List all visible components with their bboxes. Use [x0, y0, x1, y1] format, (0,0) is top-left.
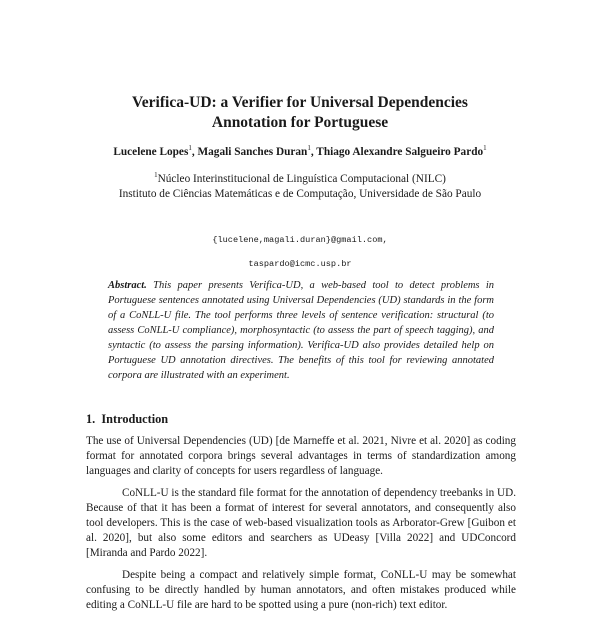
body-paragraph: CoNLL-U is the standard file format for the annotation of dependency treebanks in UD. Because of that it has been a format of interest for several annotators, and consequently also tool developers. This is the case of web-based visualization tools as Arborator-Grew [Guibon et al. 2020], but also some editors and searchers as UDeasy [Villa 2022] and UDConcord [Miranda and Pardo 2022].: [86, 487, 516, 559]
email-line-1: {lucelene,magali.duran}@gmail.com,: [212, 235, 388, 245]
affiliation-line-2: Instituto de Ciências Matemáticas e de Computação, Universidade de São Paulo: [118, 188, 482, 200]
author-name: Lucelene Lopes: [113, 146, 189, 158]
section-number: 1.: [86, 412, 96, 426]
abstract-label: Abstract.: [108, 280, 147, 291]
author-affiliation-mark: 1: [483, 144, 487, 152]
title-line-1: Verifica-UD: a Verifier for Universal Dependencies: [132, 94, 468, 111]
author-emails: [40, 228, 560, 276]
paper-title: [60, 93, 540, 133]
section-heading: [86, 411, 516, 427]
abstract: [108, 278, 494, 383]
author-list: Lucelene Lopes$^1$, Magali Sanches Duran$^1$, Thiago Alexandre Salgueiro Pardo$^1$: [113, 144, 487, 158]
affiliation: [40, 172, 560, 202]
body-paragraph: Despite being a compact and relatively simple format, CoNLL-U may be somewhat confusing to be directly handled by human annotators, and often mistakes produced while editing a CoNLL-U file are hard to be spotted using a pure (non-rich) text editor.: [86, 569, 516, 611]
title-line-2: Annotation for Portuguese: [211, 114, 389, 131]
affiliation-mark: 1: [154, 171, 158, 179]
section-body: [86, 434, 516, 620]
author-affiliation-mark: 1: [307, 144, 311, 152]
affiliation-line-1: $^1$Núcleo Interinstitucional de Linguística Computacional (NILC): [154, 171, 446, 185]
section-title: Introduction: [101, 412, 169, 426]
body-paragraph: The use of Universal Dependencies (UD) [de Marneffe et al. 2021, Nivre et al. 2020] as coding format for annotated corpora brings several advantages in terms of standardization among languages and clarity of concepts for users regardless of language.: [86, 435, 516, 477]
author-name: Magali Sanches Duran: [197, 146, 308, 158]
author-name: Thiago Alexandre Salgueiro Pardo: [316, 146, 484, 158]
email-line-2: taspardo@icmc.usp.br: [248, 259, 352, 269]
abstract-text: This paper presents Verifica-UD, a web-based tool to detect problems in Portuguese sentences annotated using Universal Dependencies (UD) standards in the form of a CoNLL-U file. The tool performs three levels of sentence verification: structural (to assess CoNLL-U compliance), morphosyntactic (to assess the part of speech tagging), and syntactic (to assess the parsing information). Verifica-UD also provides detailed help on Portuguese UD annotation directives. The benefits of this tool for reviewing annotated corpora are illustrated with an experiment.: [108, 280, 495, 381]
author-affiliation-mark: 1: [188, 144, 192, 152]
